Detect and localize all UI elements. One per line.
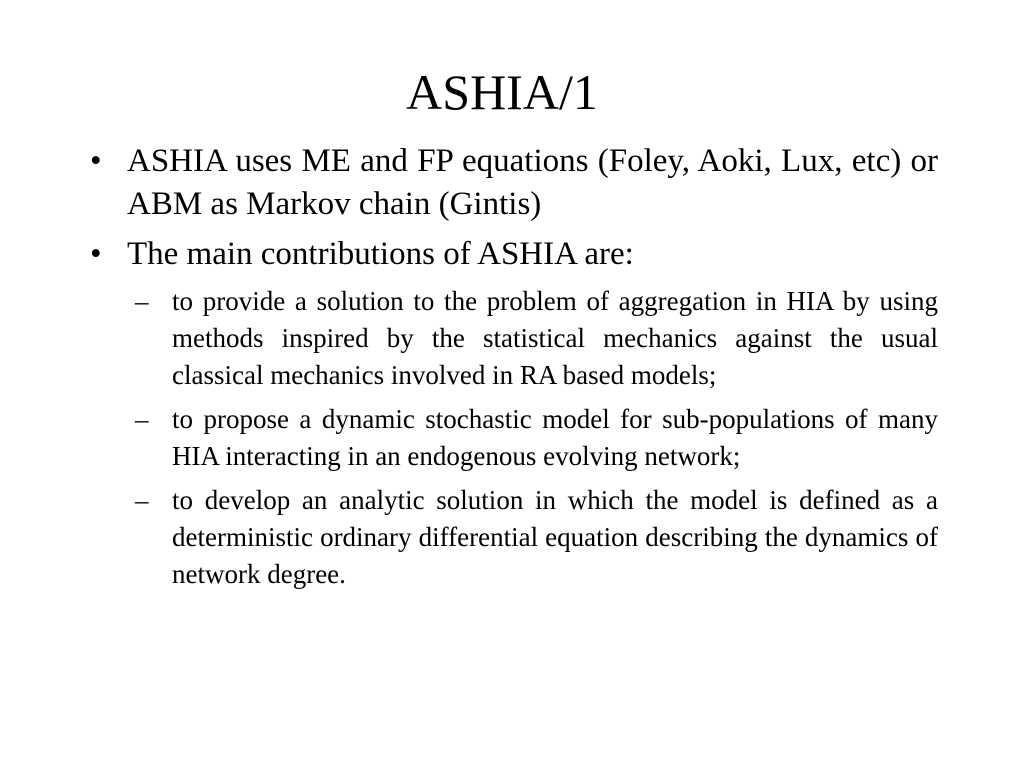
bullet-icon: • [90,143,102,179]
sub-list-item [127,482,938,593]
dash-icon: – [135,404,149,434]
sub-list [127,283,938,593]
sub-list-item [127,401,938,475]
bullet-text: The main contributions of ASHIA are: [127,236,634,272]
sub-item-text: to propose a dynamic stochastic model for sub-populations of many HIA interacting in an endogenous evolving network; [172,404,938,471]
bullet-item [90,140,938,226]
bullet-text: ASHIA uses ME and FP equations (Foley, Aoki, Lux, etc) or ABM as Markov chain (Gintis) [127,143,938,222]
dash-icon: – [135,286,149,316]
sub-item-text: to develop an analytic solution in which the model is defined as a deterministic ordinary differential equation describing the dynamics of network degree. [172,485,938,589]
bullet-item [90,233,938,276]
sub-list-item [127,283,938,394]
slide-content [90,140,938,600]
dash-icon: – [135,485,149,515]
slide-title: ASHIA/1 [406,64,598,120]
bullet-icon: • [90,236,102,272]
sub-item-text: to provide a solution to the problem of aggregation in HIA by using methods inspired by the statistical mechanics against the usual classical mechanics involved in RA based models; [172,286,938,390]
